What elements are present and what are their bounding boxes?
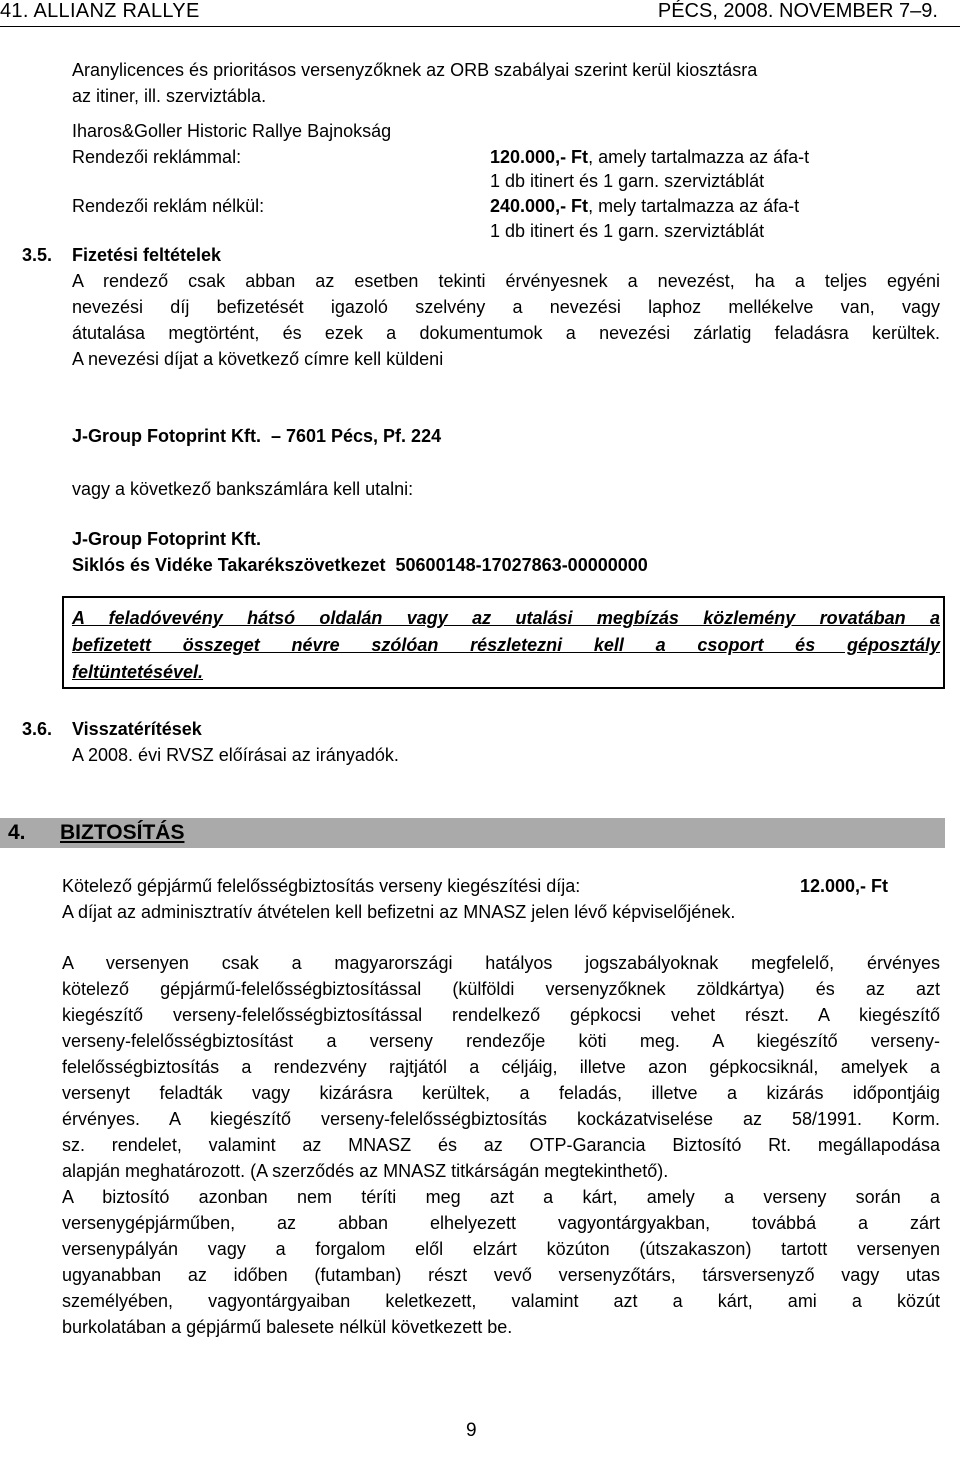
insurance-para-1-line-5: felelősségbiztosítás a rendezvény rajtjától a céljáig, illetve azon gépkocsiknál, amelyek a — [62, 1057, 940, 1077]
with-ad-desc-2: 1 db itinert és 1 garn. szerviztáblát — [490, 171, 765, 191]
historic-title: Iharos&Goller Historic Rallye Bajnokság — [72, 121, 392, 141]
insurance-fee-value: 12.000,- Ft — [800, 876, 889, 896]
insurance-para-1-line-3: kiegészítő verseny-felelősségbiztosítással rendelkező gépkocsi vehet részt. A kiegészítő — [62, 1005, 940, 1025]
section-36-number: 3.6. — [22, 719, 53, 739]
with-ad-price-line — [490, 144, 809, 170]
bank-account-holder: J-Group Fotoprint Kft. — [72, 529, 261, 549]
insurance-para-2-line-6: burkolatában a gépjármű balesete nélkül következett be. — [62, 1317, 513, 1337]
insurance-para-1-line-8: sz. rendelet, valamint az MNASZ és az OTP-Garancia Biztosító Rt. megállapodása — [62, 1135, 940, 1155]
insurance-para-2-line-1: A biztosító azonban nem téríti meg azt a kárt, amely a verseny során a — [62, 1187, 940, 1207]
page-number: 9 — [466, 1420, 477, 1441]
with-ad-label: Rendezői reklámmal: — [72, 147, 242, 167]
section-36-text: A 2008. évi RVSZ előírásai az irányadók. — [72, 745, 399, 765]
insurance-para-1-line-7: érvényes. A kiegészítő verseny-felelősségbiztosítás kockázatviselése az 58/1991. Korm. — [62, 1109, 940, 1129]
header-event-title: 41. ALLIANZ RALLYE — [0, 0, 200, 22]
section-4-title: BIZTOSÍTÁS — [60, 821, 185, 844]
header-divider — [0, 26, 960, 27]
without-ad-price-line — [490, 193, 799, 219]
section-35-number: 3.5. — [22, 245, 53, 265]
insurance-para-1-line-2: kötelező gépjármű-felelősségbiztosítással (külföldi versenyzőknek zöldkártya) és az azt — [62, 979, 940, 999]
without-ad-desc: , mely tartalmazza az áfa-t — [588, 196, 800, 216]
intro-line-2: az itiner, ill. szerviztábla. — [72, 86, 267, 106]
insurance-para-2-line-2: versenygépjárműben, az abban elhelyezett vagyontárgyakban, továbbá a zárt — [62, 1213, 940, 1233]
payment-notice-line-2: befizetett összeget névre szólóan részletezni kell a csoport és géposztály — [72, 635, 940, 655]
insurance-para-2-line-3: versenypályán vagy a forgalom elől elzárt közúton (útszakaszon) tartott versenyen — [62, 1239, 940, 1259]
insurance-para-2-line-4: ugyanabban az időben (futamban) részt vevő versenyzőtárs, társversenyző vagy utas — [62, 1265, 940, 1285]
insurance-para-2-line-5: személyében, vagyontárgyaiban keletkezett, valamint azt a kárt, ami a közút — [62, 1291, 940, 1311]
payee-address: J-Group Fotoprint Kft. – 7601 Pécs, Pf. 224 — [72, 426, 442, 446]
section-36-title: Visszatérítések — [72, 719, 202, 739]
payment-notice-line-1: A feladóvevény hátsó oldalán vagy az utalási megbízás közlemény rovatában a — [72, 608, 940, 628]
with-ad-desc: , amely tartalmazza az áfa-t — [588, 147, 810, 167]
section-35-para-line-3: átutalása megtörtént, és ezek a dokumentumok a nevezési zárlatig feladásra kerültek. — [72, 323, 940, 343]
without-ad-desc-2: 1 db itinert és 1 garn. szerviztáblát — [490, 221, 765, 241]
insurance-para-1-line-9: alapján meghatározott. (A szerződés az MNASZ titkárságán megtekinthető). — [62, 1161, 669, 1181]
bank-account-line: Siklós és Vidéke Takarékszövetkezet 50600148-17027863-00000000 — [72, 555, 648, 575]
without-ad-label: Rendezői reklám nélkül: — [72, 196, 265, 216]
with-ad-price: 120.000,- Ft — [490, 147, 589, 167]
section-4-heading-band — [0, 818, 945, 848]
insurance-para-1-line-4: verseny-felelősségbiztosítást a verseny rendezője köti meg. A kiegészítő verseny- — [62, 1031, 940, 1051]
section-35-title: Fizetési feltételek — [72, 245, 222, 265]
insurance-para-1-line-6: versenyt feladták vagy kizárásra kerültek, a feladás, illetve a kizárás időpontjáig — [62, 1083, 940, 1103]
header-event-date: PÉCS, 2008. NOVEMBER 7–9. — [657, 0, 938, 22]
without-ad-price: 240.000,- Ft — [490, 196, 589, 216]
insurance-fee-label: Kötelező gépjármű felelősségbiztosítás verseny kiegészítési díja: — [62, 876, 581, 896]
intro-line-1: Aranylicences és prioritásos versenyzőknek az ORB szabályai szerint kerül kiosztásra — [72, 60, 758, 80]
section-35-para-line-1: A rendező csak abban az esetben tekinti érvényesnek a nevezést, ha a teljes egyéni — [72, 271, 940, 291]
payment-notice-line-3: feltüntetésével. — [72, 662, 204, 682]
insurance-para-1-line-1: A versenyen csak a magyarországi hatályos jogszabályoknak megfelelő, érvényes — [62, 953, 940, 973]
section-35-para-line-2: nevezési díj befizetését igazoló szelvény a nevezési laphoz mellékelve van, vagy — [72, 297, 940, 317]
section-35-para-line-4: A nevezési díjat a következő címre kell küldeni — [72, 349, 444, 369]
section-4-number: 4. — [8, 821, 26, 844]
page-header — [0, 0, 960, 24]
insurance-fee-note: A díjat az adminisztratív átvételen kell befizetni az MNASZ jelen lévő képviselőjének. — [62, 902, 736, 922]
bank-intro: vagy a következő bankszámlára kell utalni: — [72, 479, 414, 499]
